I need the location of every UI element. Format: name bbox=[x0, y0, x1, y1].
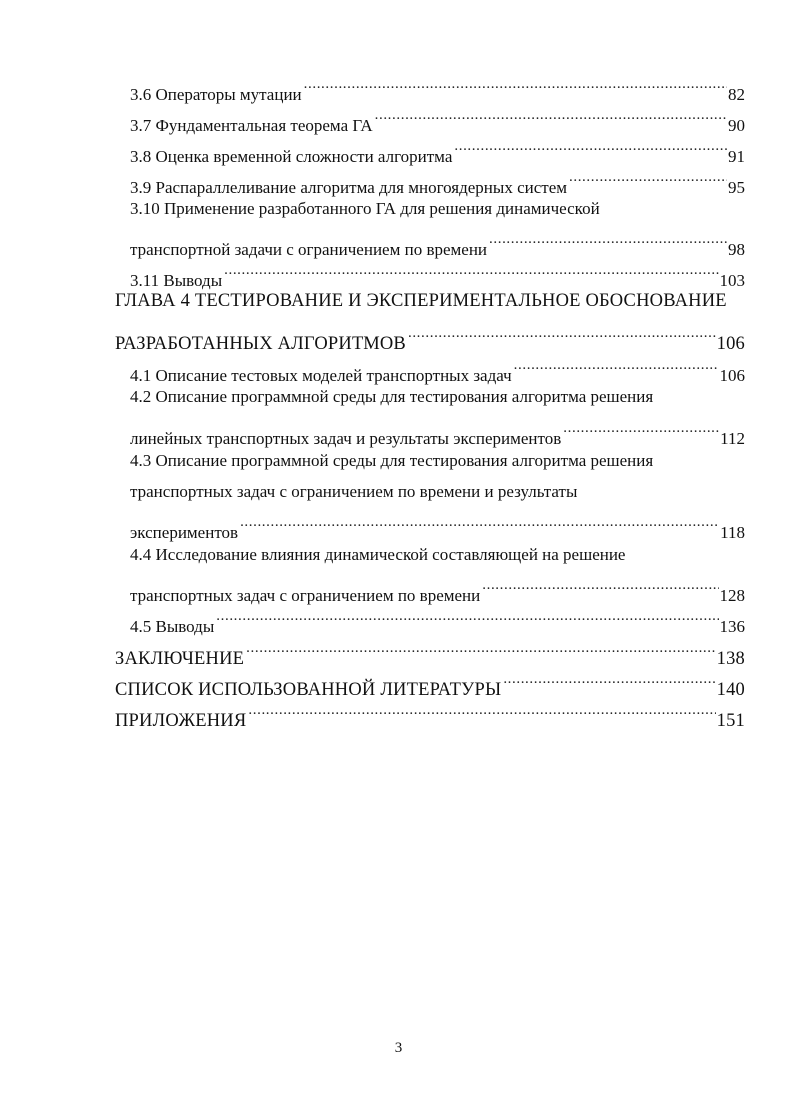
toc-entry-title: 4.3 Описание программной среды для тестирования алгоритма решения bbox=[130, 451, 654, 470]
toc-entry bbox=[130, 69, 745, 104]
toc-entry-page: 136 bbox=[719, 617, 745, 636]
toc-dot-leader bbox=[563, 413, 719, 444]
toc-entry-page: 95 bbox=[728, 178, 745, 197]
toc-entry-title: ЗАКЛЮЧЕНИЕ bbox=[115, 649, 245, 669]
toc-entry-page: 106 bbox=[719, 366, 745, 385]
toc-entry-page: 106 bbox=[716, 334, 745, 354]
toc-entry-title: 3.6 Операторы мутации bbox=[130, 85, 302, 104]
toc-entry-title: 4.1 Описание тестовых моделей транспортных задач bbox=[130, 366, 512, 385]
toc-entry-title: 3.8 Оценка временной сложности алгоритма bbox=[130, 147, 453, 166]
toc-dot-leader bbox=[482, 570, 718, 601]
toc-dot-leader bbox=[489, 224, 727, 255]
toc-dot-leader bbox=[216, 601, 718, 632]
toc-entry-title: 3.10 Применение разработанного ГА для решения динамической bbox=[130, 199, 600, 218]
toc-dot-leader bbox=[240, 507, 719, 538]
toc-dot-leader bbox=[514, 350, 719, 381]
toc-entry-page: 103 bbox=[719, 271, 745, 290]
toc-entry-title: 3.11 Выводы bbox=[130, 271, 223, 290]
toc-entry-page: 140 bbox=[716, 680, 745, 700]
toc-entry bbox=[115, 286, 727, 317]
toc-entry bbox=[130, 539, 625, 570]
toc-entry-page: 138 bbox=[716, 649, 745, 669]
toc-entry-page: 151 bbox=[716, 711, 745, 731]
toc-entry bbox=[130, 507, 745, 542]
toc-entry bbox=[130, 413, 745, 448]
toc-entry bbox=[130, 131, 745, 166]
toc-entry-title: РАЗРАБОТАННЫХ АЛГОРИТМОВ bbox=[115, 334, 406, 354]
toc-entry-page: 118 bbox=[720, 523, 745, 542]
toc-entry bbox=[115, 695, 745, 731]
toc-entry-page: 98 bbox=[728, 240, 745, 259]
toc-entry bbox=[130, 476, 577, 507]
toc-entry-title: 4.4 Исследование влияния динамической составляющей на решение bbox=[130, 545, 626, 564]
toc-entry bbox=[130, 100, 745, 135]
toc-entry-page: 112 bbox=[720, 429, 745, 448]
toc-entry bbox=[130, 350, 745, 385]
toc-dot-leader bbox=[246, 633, 715, 664]
toc-entry bbox=[130, 601, 745, 636]
toc-entry-title: 3.7 Фундаментальная теорема ГА bbox=[130, 116, 373, 135]
toc-dot-leader bbox=[248, 695, 715, 726]
toc-dot-leader bbox=[569, 162, 727, 193]
toc-entry-page: 90 bbox=[728, 116, 745, 135]
toc-entry bbox=[130, 445, 653, 476]
toc-entry bbox=[115, 664, 745, 700]
toc-dot-leader bbox=[375, 100, 727, 131]
toc-dot-leader bbox=[503, 664, 715, 695]
toc-entry bbox=[130, 381, 653, 412]
toc-dot-leader bbox=[224, 255, 718, 286]
toc-entry bbox=[130, 570, 745, 605]
toc-entry-title: 4.5 Выводы bbox=[130, 617, 215, 636]
toc-entry-title: ГЛАВА 4 ТЕСТИРОВАНИЕ И ЭКСПЕРИМЕНТАЛЬНОЕ ОБОСНОВАНИЕ bbox=[115, 291, 727, 311]
toc-entry-page: 128 bbox=[719, 586, 745, 605]
toc-entry-title: экспериментов bbox=[130, 523, 239, 542]
toc-entry-title: транспортных задач с ограничением по времени bbox=[130, 586, 481, 605]
toc-entry bbox=[130, 162, 745, 197]
toc-entry-title: 4.2 Описание программной среды для тестирования алгоритма решения bbox=[130, 387, 654, 406]
page-number: 3 bbox=[394, 1040, 403, 1056]
toc-entry-title: ПРИЛОЖЕНИЯ bbox=[115, 711, 247, 731]
toc-entry-title: транспортных задач с ограничением по времени и результаты bbox=[130, 482, 578, 501]
toc-entry bbox=[130, 193, 600, 224]
toc-entry bbox=[130, 255, 745, 290]
toc-entry bbox=[130, 224, 745, 259]
toc-entry-title: 3.9 Распараллеливание алгоритма для многоядерных систем bbox=[130, 178, 567, 197]
toc-dot-leader bbox=[454, 131, 727, 162]
toc-entry-title: СПИСОК ИСПОЛЬЗОВАННОЙ ЛИТЕРАТУРЫ bbox=[115, 680, 502, 700]
toc-entry-page: 82 bbox=[728, 85, 745, 104]
toc-entry-title: транспортной задачи с ограничением по времени bbox=[130, 240, 488, 259]
toc-dot-leader bbox=[304, 69, 727, 100]
toc-entry-page: 91 bbox=[728, 147, 745, 166]
toc-entry-title: линейных транспортных задач и результаты экспериментов bbox=[130, 429, 562, 448]
toc-dot-leader bbox=[408, 318, 716, 349]
toc-entry bbox=[115, 633, 745, 669]
toc-entry bbox=[115, 318, 745, 354]
